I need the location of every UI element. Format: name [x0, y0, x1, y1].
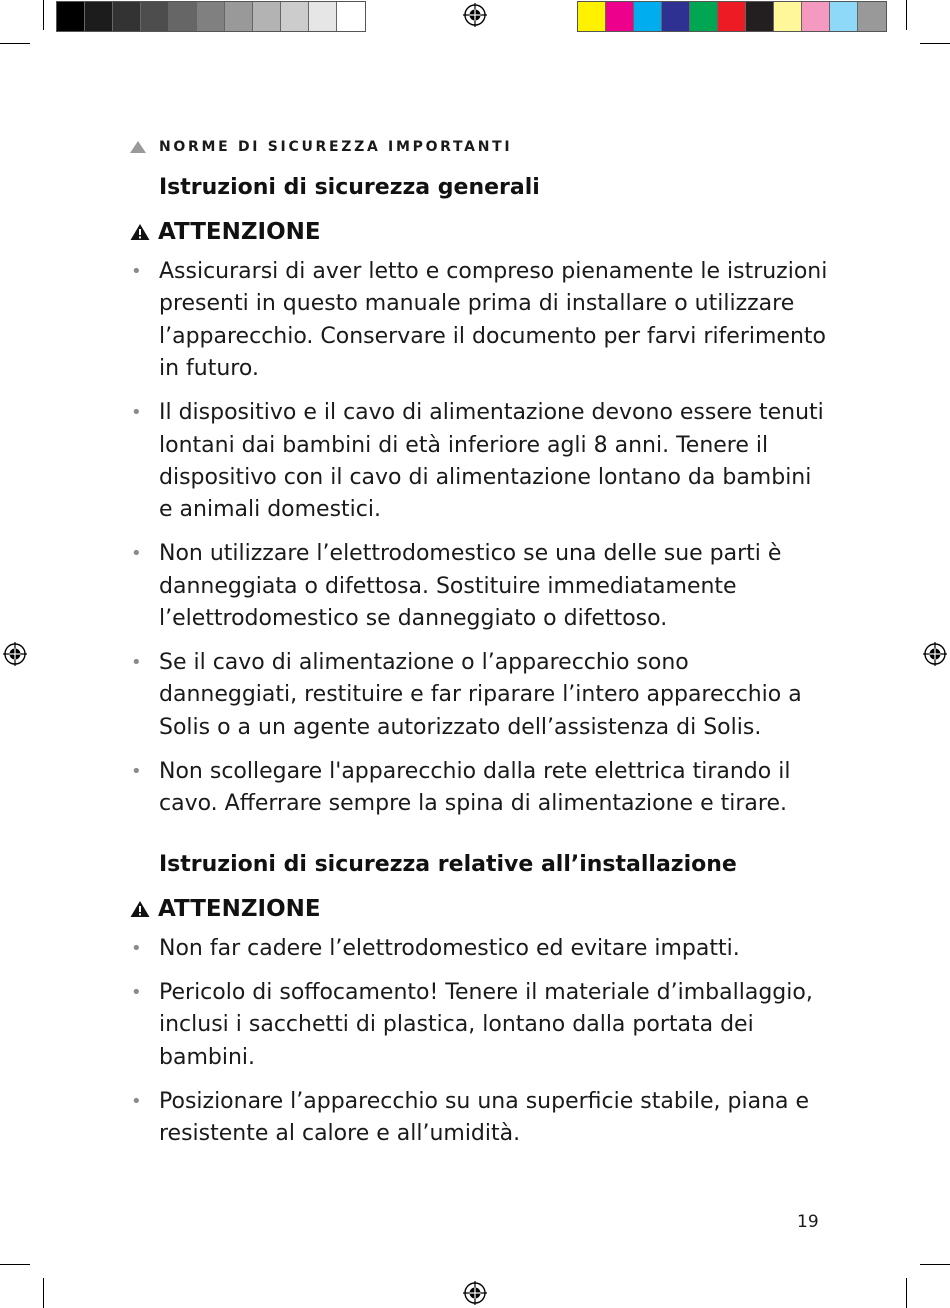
section-header-text: NORME DI SICUREZZA IMPORTANTI: [159, 139, 513, 155]
bullet-list: [130, 933, 830, 1162]
list-item-text: Non utilizzare l’elettrodomestico se una delle sue parti è danneggiata o difettosa. Sostituire immediatamente l’elettrodomestico se danneggiato o difettoso.: [159, 541, 782, 632]
subsection-title: Istruzioni di sicurezza relative all’installazione: [159, 852, 737, 877]
section-header: [130, 138, 512, 156]
list-item-text: Non far cadere l’elettrodomestico ed evitare impatti.: [159, 936, 740, 961]
crop-mark: [906, 1278, 907, 1308]
color-swatch: [141, 2, 169, 31]
crop-mark: [906, 0, 907, 30]
color-swatch: [169, 2, 197, 31]
warning-triangle-icon: [130, 223, 150, 241]
list-item: • Non scollegare l'apparecchio dalla rete elettrica tirando il cavo. Afferrare sempre la spina di alimentazione e tirare.: [131, 758, 791, 817]
color-swatch: [718, 2, 746, 31]
color-swatch: [197, 2, 225, 31]
color-swatch: [802, 2, 830, 31]
grayscale-color-bar: [56, 1, 366, 32]
crop-mark: [0, 1264, 30, 1265]
crop-mark: [0, 43, 30, 44]
list-item-text: Assicurarsi di aver letto e compreso pienamente le istruzioni presenti in questo manuale prima di installare o utilizzare l’apparecchio. Conservare il documento per farvi riferimento in futuro.: [159, 259, 828, 382]
list-item: • Pericolo di soffocamento! Tenere il materiale d’imballaggio, inclusi i sacchetti di plastica, lontano dalla portata dei bambini.: [131, 979, 813, 1070]
color-swatch: [634, 2, 662, 31]
color-swatch: [337, 2, 365, 31]
color-swatch: [57, 2, 85, 31]
registration-mark-icon: [923, 642, 947, 666]
color-swatch: [85, 2, 113, 31]
color-swatch: [113, 2, 141, 31]
color-swatch: [690, 2, 718, 31]
warning-heading: [130, 219, 321, 245]
color-swatch: [253, 2, 281, 31]
bullet-list: [130, 256, 830, 832]
list-item: • Se il cavo di alimentazione o l’apparecchio sono danneggiati, restituire e far riparare l’intero apparecchio a Solis o a un agente autorizzato dell’assistenza di Solis.: [131, 649, 802, 740]
list-item-text: Pericolo di soffocamento! Tenere il materiale d’imballaggio, inclusi i sacchetti di plastica, lontano dalla portata dei bambini.: [159, 979, 813, 1070]
list-item: • Non far cadere l’elettrodomestico ed evitare impatti.: [131, 936, 740, 961]
color-swatch: [281, 2, 309, 31]
crop-mark: [920, 1264, 950, 1265]
warning-heading: [130, 896, 321, 922]
list-item: • Assicurarsi di aver letto e compreso pienamente le istruzioni presenti in questo manuale prima di installare o utilizzare l’apparecchio. Conservare il documento per farvi riferimento in futuro.: [131, 259, 828, 382]
color-swatch: [858, 2, 886, 31]
list-item: • Non utilizzare l’elettrodomestico se una delle sue parti è danneggiata o difettosa. Sostituire immediatamente l’elettrodomestico se danneggiato o difettoso.: [131, 541, 782, 632]
color-swatch: [606, 2, 634, 31]
crop-mark: [920, 43, 950, 44]
crop-mark: [43, 1278, 44, 1308]
color-swatch: [774, 2, 802, 31]
color-swatch: [225, 2, 253, 31]
registration-mark-icon: [463, 3, 487, 27]
warning-triangle-icon: [130, 900, 150, 918]
list-item: • Posizionare l’apparecchio su una superficie stabile, piana e resistente al calore e all’umidità.: [131, 1088, 810, 1147]
color-swatch: [662, 2, 690, 31]
list-item-text: Se il cavo di alimentazione o l’apparecchio sono danneggiati, restituire e far riparare l’intero apparecchio a Solis o a un agente autorizzato dell’assistenza di Solis.: [159, 649, 802, 740]
color-swatch: [578, 2, 606, 31]
subsection-title: Istruzioni di sicurezza generali: [159, 175, 540, 200]
color-swatch: [830, 2, 858, 31]
triangle-icon: [130, 141, 146, 153]
list-item-text: Posizionare l’apparecchio su una superficie stabile, piana e resistente al calore e all’umidità.: [159, 1088, 810, 1147]
registration-mark-icon: [463, 1281, 487, 1305]
list-item-text: Il dispositivo e il cavo di alimentazione devono essere tenuti lontani dai bambini di età inferiore agli 8 anni. Tenere il dispositivo con il cavo di alimentazione lontano da bambini e animali domestici.: [159, 400, 824, 523]
page-number: 19: [797, 1212, 819, 1232]
list-item: • Il dispositivo e il cavo di alimentazione devono essere tenuti lontani dai bambini di età inferiore agli 8 anni. Tenere il dispositivo con il cavo di alimentazione lontano da bambini e animali domestici.: [131, 400, 824, 523]
warning-label: ATTENZIONE: [158, 896, 321, 922]
warning-label: ATTENZIONE: [158, 219, 321, 245]
color-swatch: [746, 2, 774, 31]
crop-mark: [43, 0, 44, 30]
list-item-text: Non scollegare l'apparecchio dalla rete elettrica tirando il cavo. Afferrare sempre la spina di alimentazione e tirare.: [159, 758, 791, 817]
color-swatch: [309, 2, 337, 31]
registration-mark-icon: [3, 642, 27, 666]
process-color-bar: [577, 1, 887, 32]
